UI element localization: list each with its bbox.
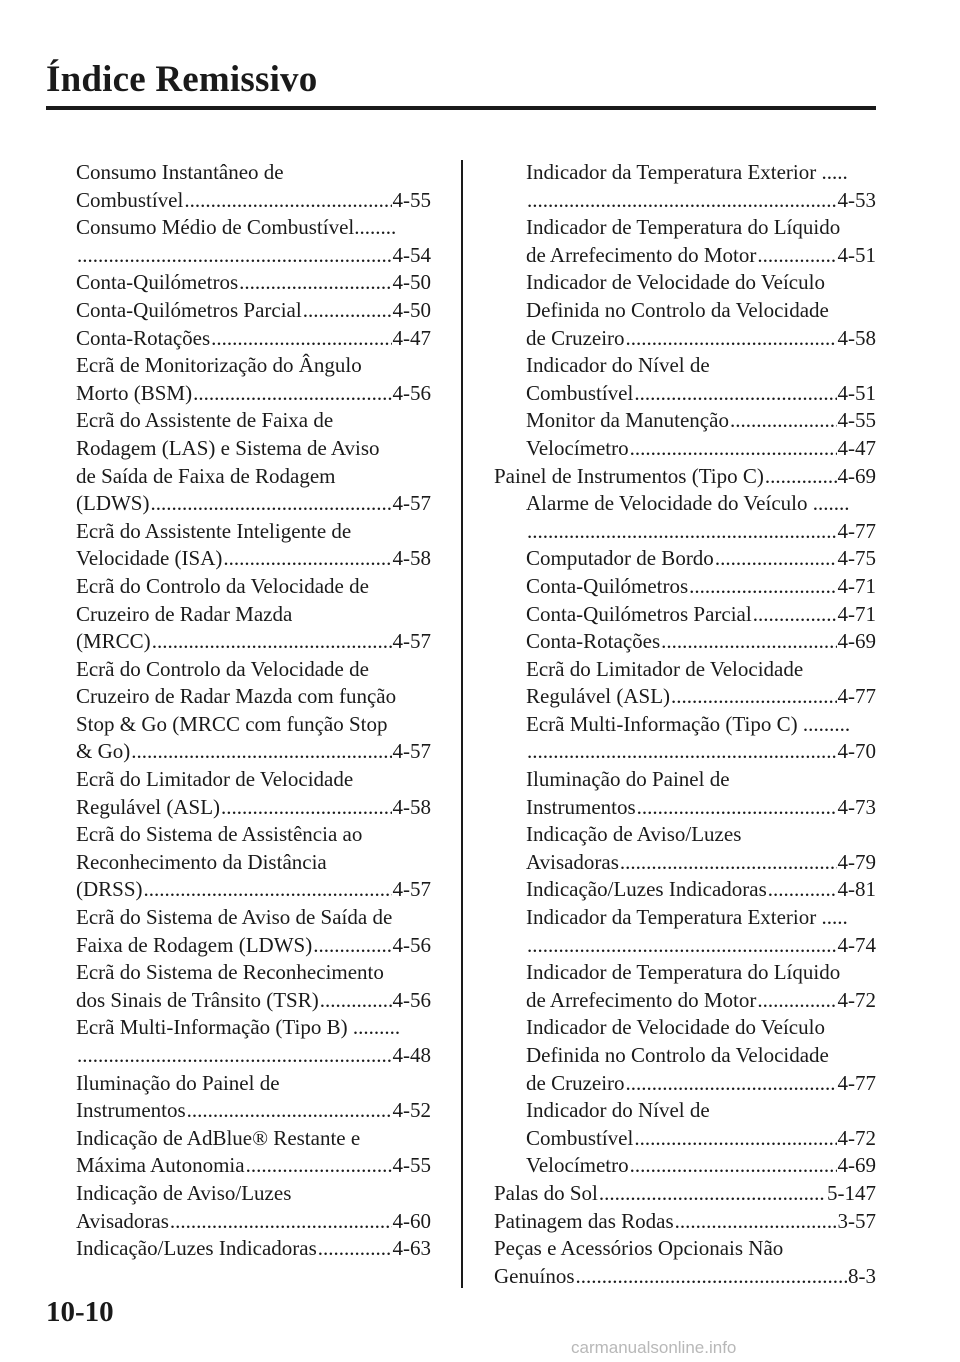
index-entry-page-line [76,1208,431,1236]
index-entry-page-line [526,573,876,601]
index-entry-page-line [76,876,431,904]
index-entry-text: Monitor da Manutenção [526,408,729,433]
index-entry-page: 4-47 [392,325,431,350]
index-entry [76,269,431,297]
index-entry-page: 4-53 [837,187,876,212]
dot-leader [527,932,837,960]
index-entry-text: de Cruzeiro [526,325,625,350]
index-entry-text: Palas do Sol [494,1180,598,1205]
index-entry [76,766,431,821]
index-entry [494,628,876,656]
index-entry [494,1152,876,1180]
index-entry-text: Regulável (ASL) [76,794,221,819]
index-entry-text: Consumo Instantâneo de [76,160,284,184]
dot-leader [150,490,391,518]
index-entry-page: 3-57 [837,1208,876,1233]
index-entry-page-line [76,269,431,297]
index-entry-text: Cruzeiro de Radar Mazda com função [76,684,397,709]
index-entry [76,959,431,1014]
dot-leader [689,573,836,601]
dot-leader [187,1097,392,1125]
index-entry-text: Regulável (ASL) [526,684,671,709]
index-entry-page: 4-56 [392,932,431,957]
index-entry-text: (LDWS) [76,491,150,516]
index-entry-text: Computador de Bordo [526,546,714,571]
dot-leader [626,1070,837,1098]
index-entry-text: Ecrã Multi-Informação (Tipo B) ......... [76,1015,401,1040]
index-entry-page-line [76,1152,431,1180]
index-entry [494,573,876,601]
index-entry [76,1070,431,1125]
index-entry-page-line [76,545,431,573]
index-entry-page: 4-50 [392,270,431,295]
index-entry-text: Conta-Quilómetros Parcial [76,297,302,322]
dot-leader [303,297,392,325]
index-entry-text: & Go) [76,739,131,764]
index-entry [76,325,431,353]
index-entry-page: 4-77 [837,1070,876,1095]
index-entry [494,959,876,1014]
dot-leader [170,1208,392,1236]
dot-leader [318,1235,392,1263]
index-entry-page: 4-55 [837,408,876,433]
index-entry-text: Indicador de Velocidade do Veículo [526,1015,825,1040]
index-entry [494,352,876,407]
dot-leader [757,242,836,270]
index-entry-page: 4-51 [837,242,876,267]
index-entry [494,463,876,491]
index-entry [76,1125,431,1180]
index-entry [76,1180,431,1235]
index-entry-text: Indicador do Nível de [526,353,710,378]
index-entry-page: 4-71 [837,573,876,598]
index-entry-page-line [76,1235,431,1263]
index-entry [494,435,876,463]
index-entry-page-line [526,601,876,629]
index-entry-page-line [76,1042,431,1070]
index-entry-text: Peças e Acessórios Opcionais Não [494,1236,784,1261]
index-entry-text: Ecrã do Limitador de Velocidade [76,767,354,792]
dot-leader [661,628,836,656]
index-entry-page-line [494,1263,876,1291]
index-entry-page-line [526,242,876,270]
dot-leader [246,1152,392,1180]
index-entry-page: 4-72 [837,1125,876,1150]
index-entry [494,1208,876,1236]
dot-leader [634,380,836,408]
index-entry-text: Ecrã do Sistema de Aviso de Saída de [76,905,393,930]
index-entry-text: Consumo Médio de Combustível........ [76,215,397,240]
index-entry [494,214,876,269]
index-entry [76,518,431,573]
dot-leader [626,325,837,353]
dot-leader [193,380,391,408]
index-entry-text: Ecrã do Assistente Inteligente de [76,518,352,543]
dot-leader [313,932,391,960]
index-entry-text: Indicador do Nível de [526,1098,710,1123]
index-entry-text: de Arrefecimento do Motor [526,987,757,1012]
index-entry-page-line [76,738,431,766]
index-entry-text: Patinagem das Rodas [494,1208,674,1233]
index-entry-page: 4-72 [837,987,876,1012]
index-entry-page-line [76,490,431,518]
index-entry-page: 4-71 [837,601,876,626]
index-entry-text: Conta-Rotações [526,629,661,654]
index-entry-page-line [76,297,431,325]
index-entry [494,821,876,876]
column-divider [461,160,463,1288]
index-entry-text: Ecrã do Controlo da Velocidade de [76,656,369,681]
index-entry [494,159,876,214]
dot-leader [239,269,391,297]
index-entry-page: 4-69 [837,1153,876,1178]
index-entry-text: Ecrã Multi-Informação (Tipo C) ......... [526,711,851,736]
index-entry [494,904,876,959]
index-entry-page: 4-70 [837,739,876,764]
index-entry-text: Definida no Controlo da Velocidade [526,297,829,322]
dot-leader [730,407,837,435]
index-entry [494,1014,876,1097]
index-entry-text: Combustível [526,380,634,405]
dot-leader [630,1152,837,1180]
index-entry [494,766,876,821]
index-entry-text: Velocidade (ISA) [76,546,223,571]
index-entry-text: Genuínos [494,1263,575,1288]
index-entry-page: 4-55 [392,1153,431,1178]
index-entry-text: Combustível [76,187,184,212]
index-entry [76,297,431,325]
index-entry-text: Velocímetro [526,1153,629,1178]
index-entry-text: Indicação de Aviso/Luzes [526,822,742,847]
index-entry [76,1235,431,1263]
dot-leader [152,628,392,656]
index-entry-text: de Saída de Faixa de Rodagem [76,463,336,488]
index-entry-page: 4-74 [837,932,876,957]
index-entry-text: Avisadoras [76,1208,169,1233]
index-entry-page: 4-73 [837,794,876,819]
index-entry-page-line [76,325,431,353]
index-entry-text: Ecrã de Monitorização do Ângulo [76,353,362,378]
index-entry-text: Máxima Autonomia [76,1153,245,1178]
index-entry-page-line [526,380,876,408]
index-entry-page-line [76,987,431,1015]
index-entry-page-line [76,242,431,270]
index-entry-page: 4-57 [392,739,431,764]
index-entry-text: Indicação de Aviso/Luzes [76,1180,292,1205]
index-entry-text: Indicador da Temperatura Exterior ..... [526,905,848,930]
dot-leader [527,738,837,766]
index-entry-text: Ecrã do Assistente de Faixa de [76,408,334,433]
index-column-left [76,159,431,1263]
index-entry-page: 4-51 [837,380,876,405]
index-entry-text: Ecrã do Limitador de Velocidade [526,656,804,681]
dot-leader [634,1125,836,1153]
watermark: carmanualsonline.info [571,1338,737,1357]
index-entry [494,407,876,435]
index-entry-text: Indicação de AdBlue® Restante e [76,1125,361,1150]
index-entry-page-line [526,876,876,904]
dot-leader [211,325,391,353]
dot-leader [671,683,836,711]
index-entry-page: 5-147 [827,1180,876,1205]
index-entry-text: Iluminação do Painel de [526,767,730,792]
index-entry-page-line [526,849,876,877]
index-entry-page: 4-63 [392,1236,431,1261]
index-entry-page: 4-47 [837,435,876,460]
index-entry-page-line [526,1125,876,1153]
index-entry-page-line [526,683,876,711]
index-entry-text: Reconhecimento da Distância [76,849,327,874]
index-entry-text: Ecrã do Sistema de Reconhecimento [76,960,384,985]
index-entry-page: 4-58 [392,794,431,819]
index-entry-page: 4-57 [392,877,431,902]
index-entry-page-line [526,187,876,215]
index-entry-page: 4-56 [392,380,431,405]
index-entry-text: (DRSS) [76,877,143,902]
dot-leader [620,849,837,877]
index-entry-page-line [526,435,876,463]
index-entry-text: Indicador de Temperatura do Líquido [526,960,841,985]
index-entry-page-line [526,407,876,435]
index-entry-text: Faixa de Rodagem (LDWS) [76,932,313,957]
dot-leader [77,1042,392,1070]
page-number: 10-10 [46,1296,114,1328]
index-entry-page: 4-54 [392,242,431,267]
index-entry-page: 4-50 [392,297,431,322]
index-entry-page: 4-81 [837,877,876,902]
dot-leader [768,876,837,904]
index-entry-page-line [526,794,876,822]
index-entry-text: Alarme de Velocidade do Veículo ....... [526,491,850,516]
index-entry-page: 4-75 [837,546,876,571]
page-title: Índice Remissivo [46,59,318,100]
index-entry [76,407,431,517]
index-entry-text: Conta-Quilómetros [526,573,689,598]
index-entry [494,1180,876,1208]
index-entry-text: Ecrã do Controlo da Velocidade de [76,573,369,598]
index-entry-text: Indicador de Velocidade do Veículo [526,270,825,295]
dot-leader [221,794,391,822]
index-column-right [494,159,876,1290]
index-entry-text: Combustível [526,1125,634,1150]
index-entry-text: Morto (BSM) [76,380,193,405]
index-entry [494,1235,876,1290]
index-entry-text: de Cruzeiro [526,1070,625,1095]
index-entry-page-line [494,463,876,491]
index-entry-text: Cruzeiro de Radar Mazda [76,601,293,626]
index-entry-page-line [76,794,431,822]
index-entry-text: Iluminação do Painel de [76,1070,280,1095]
index-entry-page-line [526,628,876,656]
index-entry-text: Avisadoras [526,849,619,874]
index-entry-page-line [76,1097,431,1125]
index-entry [494,876,876,904]
index-entry [494,656,876,711]
index-entry-page-line [494,1180,876,1208]
dot-leader [757,987,836,1015]
index-entry-text: Indicação/Luzes Indicadoras [76,1236,317,1261]
index-entry-page: 8-3 [848,1263,876,1288]
index-entry-page: 4-56 [392,987,431,1012]
index-entry [494,490,876,545]
index-entry-text: Instrumentos [526,794,636,819]
index-entry-text: Definida no Controlo da Velocidade [526,1043,829,1067]
dot-leader [715,545,837,573]
index-entry-page-line [494,1208,876,1236]
index-entry-page: 4-79 [837,849,876,874]
index-entry-page-line [526,987,876,1015]
index-entry-text: Instrumentos [76,1098,186,1123]
index-entry-page-line [76,187,431,215]
index-entry [76,821,431,904]
title-rule [46,106,876,110]
index-entry-page: 4-69 [837,463,876,488]
index-entry [76,214,431,269]
index-entry-text: Indicação/Luzes Indicadoras [526,877,767,902]
index-entry-text: de Arrefecimento do Motor [526,242,757,267]
index-entry [76,573,431,656]
index-entry-text: Stop & Go (MRCC com função Stop [76,711,388,736]
index-entry [76,159,431,214]
index-entry-page: 4-57 [392,629,431,654]
index-entry-page: 4-60 [392,1208,431,1233]
index-entry-page-line [526,1070,876,1098]
dot-leader [630,435,837,463]
index-entry [76,904,431,959]
index-entry-page: 4-69 [837,629,876,654]
index-entry [494,545,876,573]
index-entry-page-line [526,325,876,353]
dot-leader [320,987,392,1015]
index-entry-page: 4-58 [392,546,431,571]
index-entry-page: 4-55 [392,187,431,212]
dot-leader [576,1263,848,1291]
index-entry [76,656,431,766]
index-entry-text: Indicador de Temperatura do Líquido [526,215,841,240]
index-entry-text: dos Sinais de Trânsito (TSR) [76,987,319,1012]
dot-leader [753,601,837,629]
index-entry-page: 4-77 [837,518,876,543]
index-entry-text: Conta-Rotações [76,325,211,350]
index-entry-page-line [76,932,431,960]
index-entry-page-line [526,932,876,960]
index-entry-page-line [526,1152,876,1180]
index-entry-page: 4-57 [392,491,431,516]
index-entry-page-line [76,380,431,408]
index-entry-text: Velocímetro [526,435,629,460]
index-entry-page: 4-48 [392,1043,431,1067]
dot-leader [131,738,391,766]
index-entry [494,1097,876,1152]
index-entry [76,352,431,407]
index-entry-text: Painel de Instrumentos (Tipo C) [494,463,764,488]
index-entry-page-line [76,628,431,656]
index-entry-text: Ecrã do Sistema de Assistência ao [76,822,363,847]
dot-leader [184,187,391,215]
index-entry [494,269,876,352]
index-entry-page-line [526,518,876,546]
dot-leader [765,463,837,491]
index-entry-page-line [526,545,876,573]
dot-leader [675,1208,837,1236]
dot-leader [144,876,392,904]
index-entry [494,711,876,766]
index-entry-text: Conta-Quilómetros Parcial [526,601,752,626]
dot-leader [637,794,837,822]
dot-leader [599,1180,826,1208]
dot-leader [527,518,837,546]
index-entry-page: 4-52 [392,1098,431,1123]
dot-leader [223,545,391,573]
index-entry-page: 4-58 [837,325,876,350]
index-entry [76,1014,431,1069]
index-entry-text: Indicador da Temperatura Exterior ..... [526,160,848,184]
index-entry [494,601,876,629]
index-entry-text: (MRCC) [76,629,151,654]
dot-leader [77,242,392,270]
index-entry-page-line [526,738,876,766]
index-entry-page: 4-77 [837,684,876,709]
dot-leader [527,187,837,215]
index-entry-text: Conta-Quilómetros [76,270,239,295]
index-entry-text: Rodagem (LAS) e Sistema de Aviso [76,435,380,460]
